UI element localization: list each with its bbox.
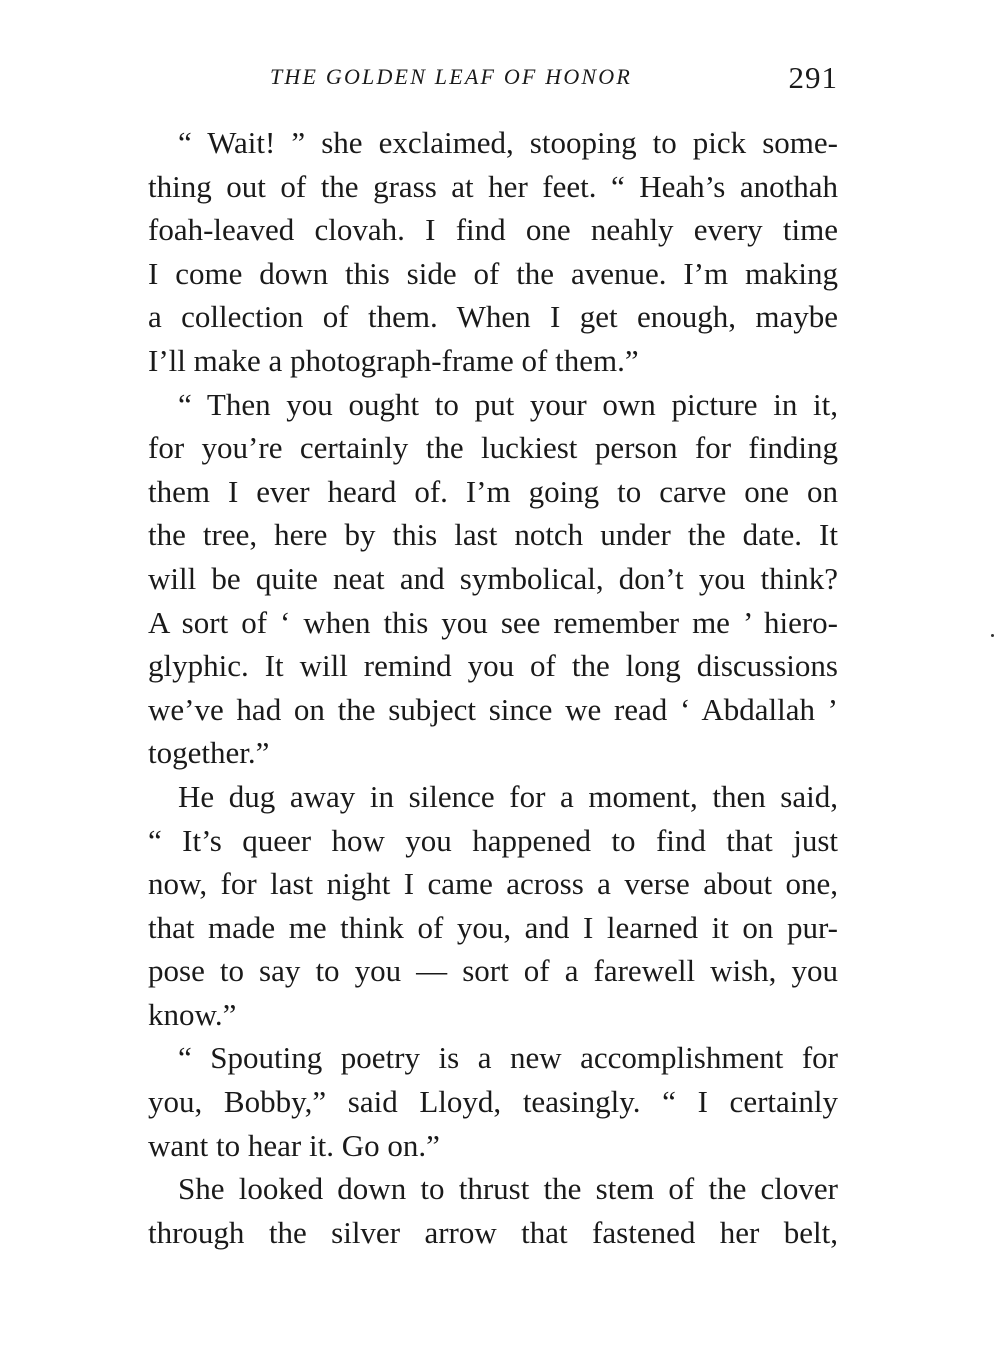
text-line: you, Bobby,” said Lloyd, teasingly. “ I certainly xyxy=(148,1084,838,1120)
text-line: through the silver arrow that fastened her belt, xyxy=(148,1214,838,1250)
text-line: pose to say to you — sort of a farewell wish, you xyxy=(148,953,838,989)
text-line: a collection of them. When I get enough, maybe xyxy=(148,299,838,335)
text-line: foah-leaved clovah. I find one neahly every time xyxy=(148,212,838,248)
text-line: them I ever heard of. I’m going to carve one on xyxy=(148,473,838,509)
text-line: glyphic. It will remind you of the long discussions xyxy=(148,648,838,684)
running-head xyxy=(148,60,838,100)
text-line: will be quite neat and symbolical, don’t you think? xyxy=(148,560,838,596)
paragraph xyxy=(148,775,838,1037)
paragraph xyxy=(148,383,838,775)
text-line: “ Wait! ” she exclaimed, stooping to pick some- xyxy=(178,125,838,160)
margin-speck xyxy=(991,634,994,637)
text-line: now, for last night I came across a verse about one, xyxy=(148,866,838,902)
text-line: She looked down to thrust the stem of the clover xyxy=(178,1171,838,1207)
text-line: “ Then you ought to put your own picture in it, xyxy=(178,386,838,422)
paragraph xyxy=(148,1167,838,1254)
text-line: “ Spouting poetry is a new accomplishment for xyxy=(178,1040,838,1076)
text-line: together.” xyxy=(148,735,270,771)
page-number: 291 xyxy=(788,60,838,95)
running-title: THE GOLDEN LEAF OF HONOR xyxy=(270,64,633,89)
text-line: we’ve had on the subject since we read ‘ Abdallah ’ xyxy=(148,691,838,727)
paragraph xyxy=(148,1036,838,1167)
text-line: I’ll make a photograph-frame of them.” xyxy=(148,342,639,378)
text-line: want to hear it. Go on.” xyxy=(148,1127,440,1163)
text-line: A sort of ‘ when this you see remember me ’ hiero- xyxy=(148,604,838,640)
text-line: know.” xyxy=(148,996,237,1032)
body-text xyxy=(148,121,838,1254)
text-line: for you’re certainly the luckiest person for finding xyxy=(148,430,838,466)
text-line: “ It’s queer how you happened to find that just xyxy=(148,822,838,858)
text-line: the tree, here by this last notch under the date. It xyxy=(148,517,838,553)
text-line: thing out of the grass at her feet. “ Heah’s anothah xyxy=(148,168,838,204)
paragraph xyxy=(148,121,838,383)
text-line: He dug away in silence for a moment, then said, xyxy=(178,778,838,814)
text-line: that made me think of you, and I learned it on pur- xyxy=(148,909,838,945)
text-line: I come down this side of the avenue. I’m making xyxy=(148,255,838,291)
